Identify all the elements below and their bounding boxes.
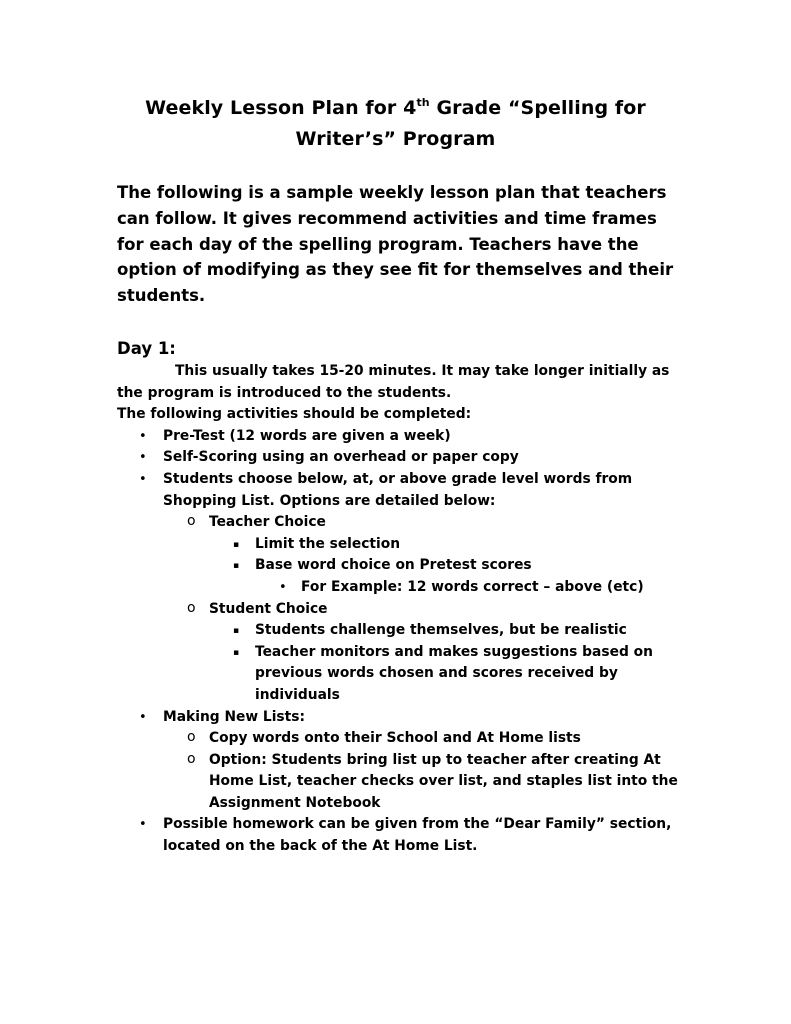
- document-title: [118, 93, 673, 155]
- teacher-choice-list: [209, 534, 687, 599]
- list-item: [255, 577, 687, 599]
- student-choice-list: [209, 620, 687, 706]
- list-item: [163, 750, 687, 815]
- circle-marker: o: [187, 599, 196, 616]
- list-item: [117, 426, 687, 448]
- making-new-lists-item: Making New Lists:: [163, 708, 305, 725]
- list-item: [163, 512, 687, 598]
- square-marker: ▪: [233, 626, 240, 637]
- homework-item: Possible homework can be given from the “Dear Family” section, located on the back of the At Home List.: [163, 816, 672, 855]
- option-item: Option: Students bring list up to teacher after creating At Home List, teacher checks over list, and staples list into the Assignment Notebook: [209, 751, 678, 811]
- teacher-choice-item: Teacher Choice: [209, 514, 326, 531]
- copy-words-item: Copy words onto their School and At Home lists: [209, 730, 581, 747]
- circle-marker: o: [187, 513, 196, 530]
- square-marker: ▪: [233, 561, 240, 572]
- list-item: [209, 555, 687, 598]
- list-item: [117, 469, 687, 707]
- example-item: For Example: 12 words correct – above (etc): [301, 578, 644, 595]
- activities-intro: The following activities should be completed:: [117, 406, 472, 423]
- day-1-duration-paragraph: This usually takes 15-20 minutes. It may take longer initially as the program is introduced to the students.: [117, 363, 670, 401]
- bullet-marker: •: [139, 471, 147, 487]
- list-item: [117, 447, 687, 469]
- challenge-item: Students challenge themselves, but be realistic: [255, 622, 627, 639]
- pretest-item: Pre-Test (12 words are given a week): [163, 427, 451, 444]
- title-line-1-end: Grade “Spelling for: [429, 97, 646, 119]
- list-item: [163, 599, 687, 707]
- list-item: [117, 814, 687, 857]
- list-item: [117, 707, 687, 815]
- options-list: [163, 512, 687, 706]
- title-line-1: [118, 93, 673, 124]
- day-1-content: [117, 361, 687, 858]
- teacher-monitors-item: Teacher monitors and makes suggestions based on previous words chosen and scores received by individuals: [255, 643, 653, 703]
- base-word-choice-item: Base word choice on Pretest scores: [255, 557, 532, 574]
- title-line-1-start: Weekly Lesson Plan for 4: [145, 97, 417, 119]
- intro-paragraph: The following is a sample weekly lesson plan that teachers can follow. It gives recommend activities and time frames for each day of the spelling program. Teachers have the option of modifying as they see fit for themselves and their students.: [117, 183, 674, 306]
- example-list: [255, 577, 687, 599]
- bullet-marker: •: [279, 579, 287, 595]
- limit-selection-item: Limit the selection: [255, 535, 401, 552]
- square-marker: ▪: [233, 539, 240, 550]
- list-item: [209, 534, 687, 556]
- day-1-heading: Day 1:: [117, 339, 176, 358]
- circle-marker: o: [187, 750, 196, 767]
- activities-list: [117, 426, 687, 858]
- title-line-2: Writer’s” Program: [295, 128, 496, 150]
- choose-words-item: Students choose below, at, or above grade level words from Shopping List. Options are detailed below:: [163, 470, 633, 509]
- square-marker: ▪: [233, 647, 240, 658]
- bullet-marker: •: [139, 817, 147, 833]
- new-lists-list: [163, 728, 687, 814]
- bullet-marker: •: [139, 450, 147, 466]
- circle-marker: o: [187, 729, 196, 746]
- bullet-marker: •: [139, 709, 147, 725]
- student-choice-item: Student Choice: [209, 600, 328, 617]
- bullet-marker: •: [139, 428, 147, 444]
- title-superscript: th: [416, 95, 430, 109]
- self-scoring-item: Self-Scoring using an overhead or paper copy: [163, 449, 519, 466]
- list-item: [209, 642, 687, 707]
- list-item: [163, 728, 687, 750]
- list-item: [209, 620, 687, 642]
